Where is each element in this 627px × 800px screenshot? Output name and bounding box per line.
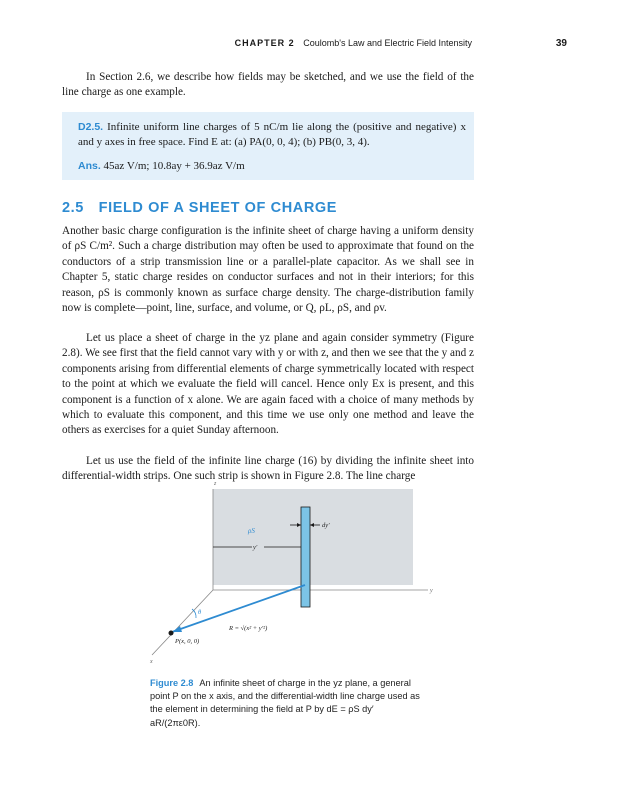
caption-label: Figure 2.8 (150, 678, 194, 688)
r-label: R = √(x² + y′²) (229, 625, 268, 632)
point-p (169, 631, 174, 636)
running-head (235, 38, 472, 48)
theta-label: θ (198, 609, 202, 616)
r-vector-arrowhead (172, 626, 182, 632)
drill-answer (78, 159, 466, 174)
x-axis-label: x (150, 659, 153, 665)
z-axis-label: z (214, 481, 217, 487)
y-axis-label: y (430, 588, 433, 594)
section-title: FIELD OF A SHEET OF CHARGE (98, 200, 338, 216)
drill-question (78, 120, 466, 151)
figure-caption (150, 677, 420, 730)
answer-label: Ans. (78, 160, 101, 172)
x-axis (152, 590, 213, 655)
rho-s-label: ρS (248, 527, 255, 535)
intro-paragraph: In Section 2.6, we describe how fields may be sketched, and we use the field of the line charge as one example. (62, 71, 474, 99)
drill-question-text: Infinite uniform line charges of 5 nC/m lie along the (positive and negative) x and y axes in free space. Find E at: (a) PA(0, 0, 4); (b) PB(0, 3, 4). (78, 121, 466, 149)
page-header (62, 38, 567, 52)
page-number: 39 (555, 38, 567, 49)
body-paragraph-2: Let us place a sheet of charge in the yz plane and again consider symmetry (Figure 2.8). We see first that the field cannot vary with y or with z, and then we see that the y and z components arising from differential elements of charge symmetrically located with respect to the point at which we evaluate the field will cancel. Hence only Ex is present, and this component is a function of x alone. We are again faced with a choice of many methods by which to evaluate this component, and this time we use only one method and leave the others as exercises for a quiet Sunday afternoon. (62, 332, 474, 437)
drill-label: D2.5. (78, 121, 104, 133)
chapter-label: CHAPTER 2 (234, 38, 295, 48)
drill-problem-box (62, 112, 474, 180)
point-p-label: P(x, 0, 0) (175, 638, 200, 645)
chapter-title: Coulomb's Law and Electric Field Intensity (303, 38, 472, 48)
y-prime-label: y′ (253, 544, 258, 551)
figure-2-8 (140, 475, 440, 670)
theta-arc (192, 609, 196, 618)
line-charge-strip (301, 507, 310, 607)
body-paragraph-1: Another basic charge configuration is the infinite sheet of charge having a uniform density of ρS C/m². Such a charge distribution may often be used to approximate that found on the conductors of a strip transmission line or a parallel-plate capacitor. As we shall see in Chapter 5, static charge resides on conductor surfaces and not in their interiors; for this reason, ρS is commonly known as surface charge density. The charge-distribution family now is complete—point, line, surface, and volume, or Q, ρL, ρS, and ρv. (62, 225, 474, 315)
section-number: 2.5 (62, 200, 84, 216)
caption-text: An infinite sheet of charge in the yz plane, a general point P on the x axis, and the differential-width line charge used as the element in determining the field at P by dE = ρS dy′ aR/(2πε0R). (150, 678, 420, 728)
answer-text: 45az V/m; 10.8ay + 36.9az V/m (103, 160, 245, 172)
body-paragraph-3: Let us use the field of the infinite line charge (16) by dividing the infinite sheet into differential-width strips. One such strip is shown in Figure 2.8. The line charge (62, 455, 474, 483)
dy-label: dy′ (322, 522, 330, 529)
section-heading (62, 200, 337, 216)
charge-sheet (213, 489, 413, 585)
